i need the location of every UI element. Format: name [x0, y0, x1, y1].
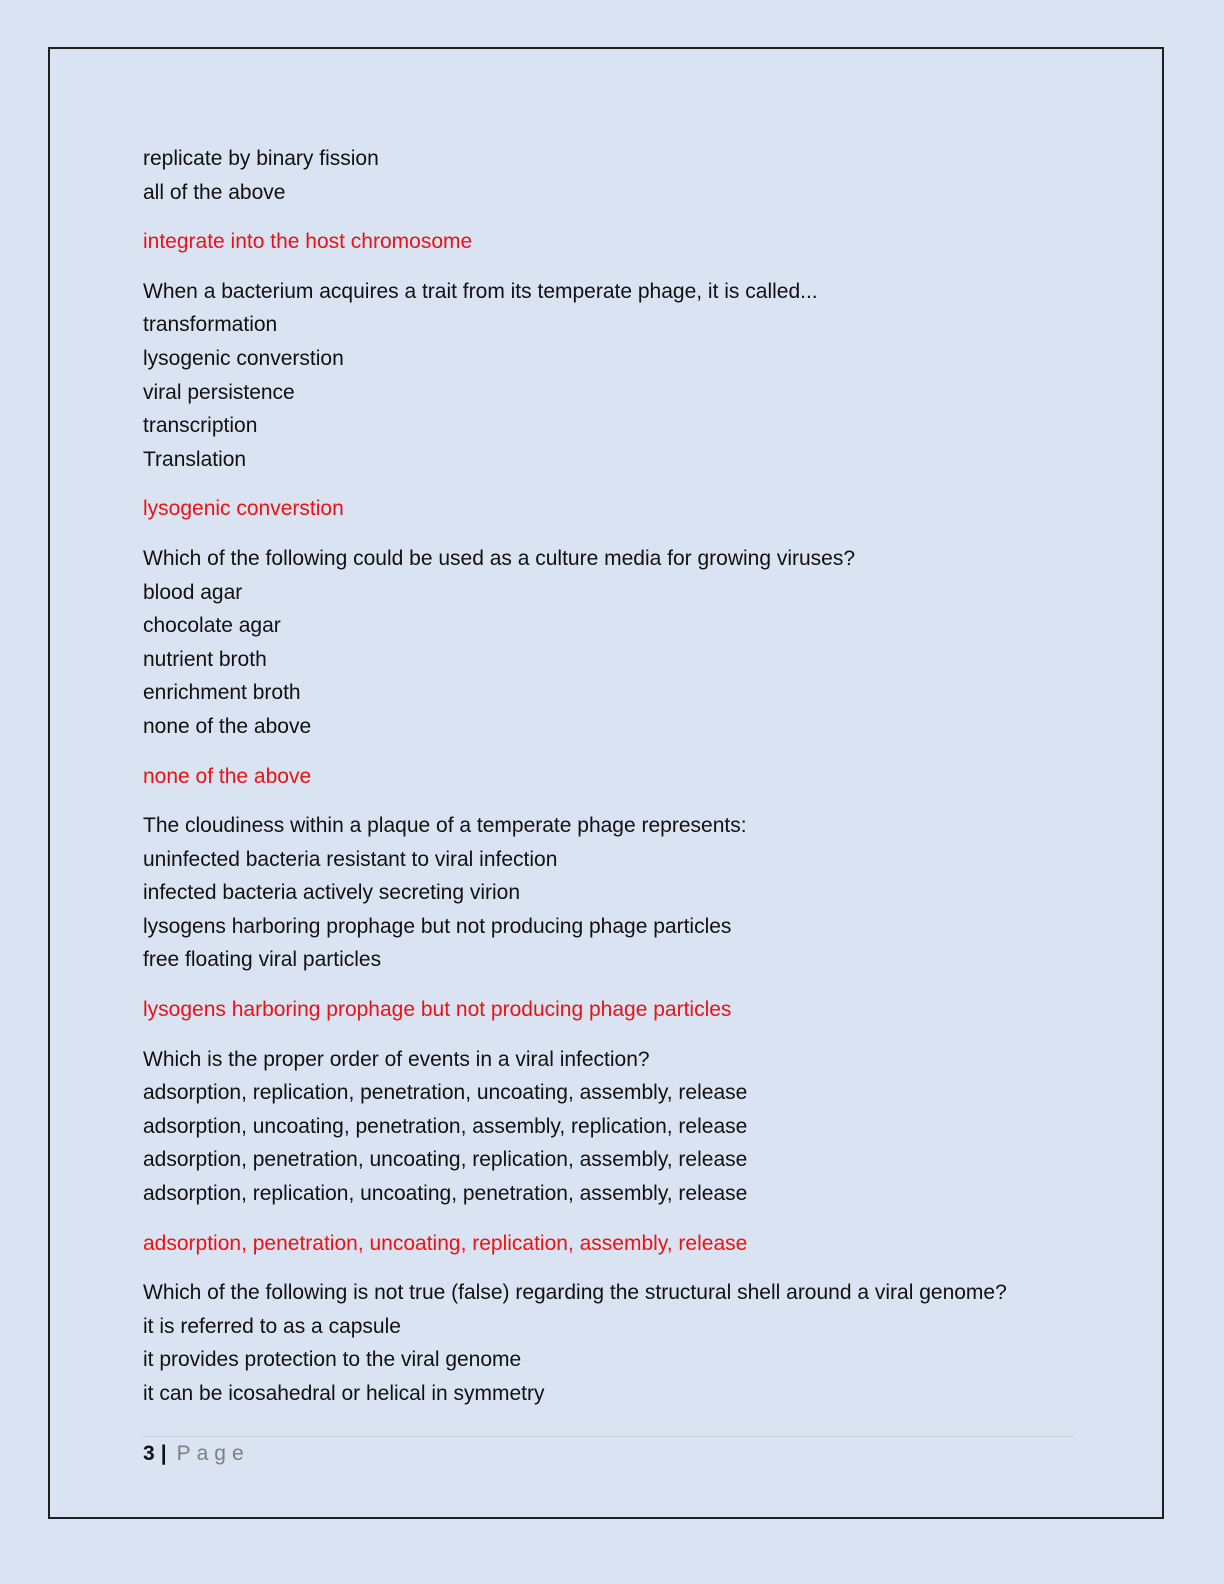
- option-line: nutrient broth: [143, 647, 267, 671]
- option-line: all of the above: [143, 180, 286, 204]
- question-text: When a bacterium acquires a trait from its temperate phage, it is called...: [143, 279, 818, 303]
- page-footer: [143, 1441, 250, 1467]
- answer-line: lysogens harboring prophage but not producing phage particles: [143, 998, 732, 1022]
- option-line: transformation: [143, 313, 278, 337]
- answer-block: [143, 492, 1083, 526]
- option-line: adsorption, uncoating, penetration, assembly, replication, release: [143, 1114, 748, 1138]
- question-block: [143, 1276, 1083, 1410]
- page-label: Page: [176, 1442, 250, 1465]
- answer-line: adsorption, penetration, uncoating, replication, assembly, release: [143, 1231, 748, 1255]
- question-block: [143, 809, 1083, 977]
- footer-separator: |: [160, 1442, 167, 1465]
- option-line: lysogens harboring prophage but not producing phage particles: [143, 914, 732, 938]
- question-block-continued: [143, 142, 1083, 209]
- question-text: Which of the following is not true (false) regarding the structural shell around a viral genome?: [143, 1281, 1007, 1305]
- option-line: it can be icosahedral or helical in symmetry: [143, 1382, 545, 1405]
- question-text: The cloudiness within a plaque of a temperate phage represents:: [143, 814, 747, 838]
- option-line: Translation: [143, 447, 247, 471]
- question-block: [143, 542, 1083, 744]
- answer-block: [143, 993, 1083, 1027]
- option-line: it is referred to as a capsule: [143, 1314, 401, 1338]
- option-line: adsorption, replication, penetration, uncoating, assembly, release: [143, 1081, 748, 1105]
- option-line: uninfected bacteria resistant to viral infection: [143, 847, 558, 871]
- option-line: replicate by binary fission: [143, 147, 379, 170]
- question-text: Which is the proper order of events in a viral infection?: [143, 1047, 650, 1071]
- option-line: blood agar: [143, 580, 243, 604]
- document-body: [143, 142, 1083, 1427]
- option-line: enrichment broth: [143, 681, 301, 705]
- option-line: transcription: [143, 414, 258, 438]
- answer-line: integrate into the host chromosome: [143, 230, 473, 254]
- option-line: lysogenic converstion: [143, 346, 344, 370]
- option-line: viral persistence: [143, 380, 295, 404]
- answer-block: [143, 760, 1083, 794]
- footer-divider: [143, 1436, 1073, 1437]
- option-line: none of the above: [143, 714, 312, 738]
- question-block: [143, 275, 1083, 477]
- option-line: it provides protection to the viral genome: [143, 1348, 522, 1372]
- option-line: chocolate agar: [143, 614, 281, 638]
- option-line: adsorption, replication, uncoating, penetration, assembly, release: [143, 1182, 748, 1206]
- option-line: free floating viral particles: [143, 948, 382, 972]
- answer-line: none of the above: [143, 764, 312, 788]
- answer-block: [143, 1227, 1083, 1261]
- page-number: 3: [143, 1442, 155, 1465]
- answer-line: lysogenic converstion: [143, 497, 344, 521]
- answer-block: [143, 225, 1083, 259]
- option-line: infected bacteria actively secreting virion: [143, 881, 521, 905]
- question-text: Which of the following could be used as a culture media for growing viruses?: [143, 546, 856, 570]
- option-line: adsorption, penetration, uncoating, replication, assembly, release: [143, 1148, 748, 1172]
- question-block: [143, 1043, 1083, 1211]
